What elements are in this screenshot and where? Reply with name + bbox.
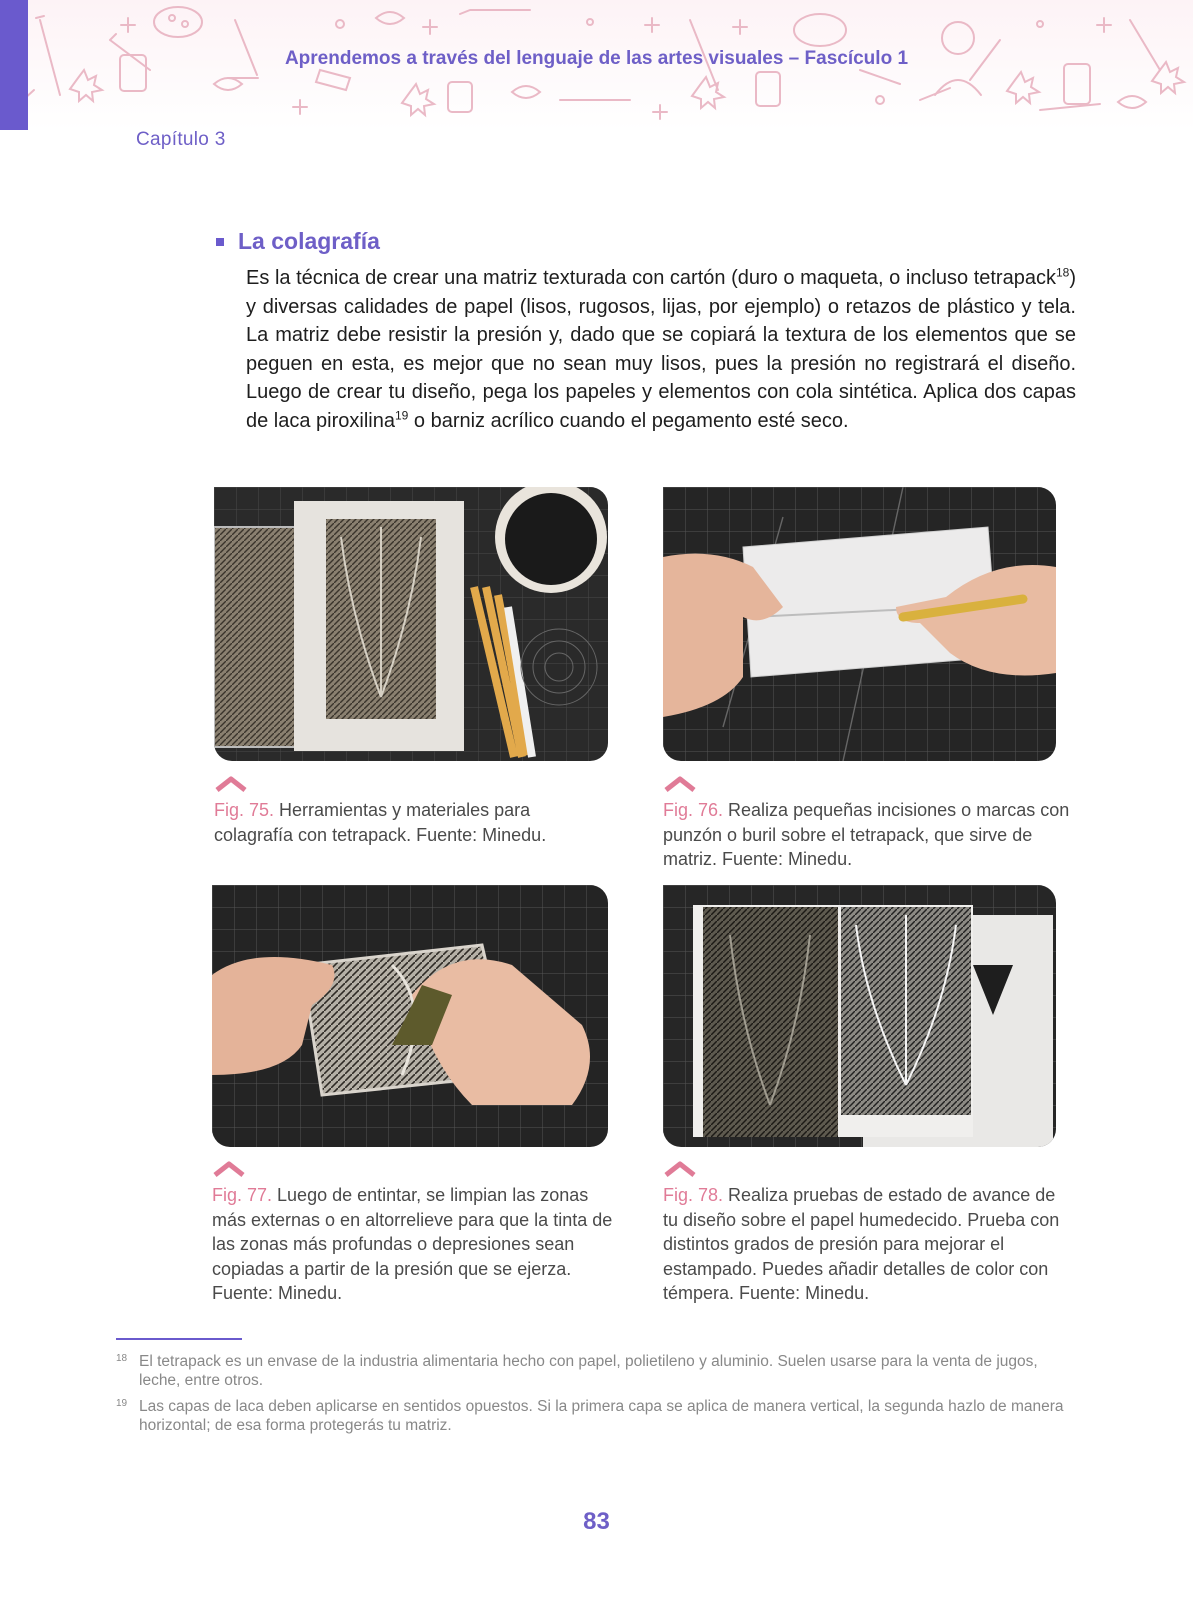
footnote-divider [116,1338,242,1340]
figure-75-caption [214,798,609,847]
footnote-ref-19[interactable]: 19 [394,407,409,422]
figure-77-caption-text: Luego de entintar, se limpian las zonas más externas o en altorrelieve para que la tinta de las zonas más profundas o depresiones sean copiadas a partir de la presión que se ejerza. Fuente: Minedu. [212,1185,613,1303]
figure-75-label: Fig. 75. [214,800,275,820]
chapter-label: Capítulo 3 [136,129,226,150]
figure-78-photo [663,885,1056,1147]
figure-76-photo [663,487,1056,761]
figure-75-photo [214,487,608,761]
footnote-18-text: El tetrapack es un envase de la industria alimentaria hecho con papel, polietileno y aluminio. Suelen usarse para la venta de jugos, leche, entre otros. [139,1353,1038,1389]
figure-76-label: Fig. 76. [663,800,724,820]
figure-77-photo [212,885,608,1147]
running-title: Aprendemos a través del lenguaje de las artes visuales – Fascículo 1 [284,48,909,69]
figure-78-label: Fig. 78. [663,1185,724,1205]
footnote-19 [116,1397,1078,1435]
chevron-up-icon [663,1160,697,1178]
footnote-18-number: 18 [116,1353,128,1364]
page-number: 83 [583,1508,610,1535]
footnote-19-number: 19 [116,1398,128,1409]
chevron-up-icon [212,1160,246,1178]
figure-77-label: Fig. 77. [212,1185,273,1205]
section-heading [216,228,380,255]
figure-75-caption-text: Herramientas y materiales para colagrafía con tetrapack. Fuente: Minedu. [214,800,547,845]
footnote-18 [116,1352,1078,1390]
section-body [246,264,1076,435]
figure-76-caption [663,798,1075,872]
chevron-up-icon [214,775,248,793]
section-title: La colagrafía [238,228,380,254]
footnote-ref-18[interactable]: 18 [1055,265,1070,280]
footnote-19-text: Las capas de laca deben aplicarse en sentidos opuestos. Si la primera capa se aplica de manera vertical, la segunda hazlo de manera horizontal; de esa forma protegerás tu matriz. [139,1398,1064,1434]
figure-78-caption-text: Realiza pruebas de estado de avance de tu diseño sobre el papel humedecido. Prueba con distintos grados de presión para mejorar el estampado. Puedes añadir detalles de color con témpera. Fuente: Minedu. [663,1185,1060,1303]
figure-78-caption [663,1183,1075,1306]
figure-77-caption [212,1183,626,1306]
figure-76-caption-text: Realiza pequeñas incisiones o marcas con punzón o buril sobre el tetrapack, que sirve de matriz. Fuente: Minedu. [663,800,1070,869]
chevron-up-icon [663,775,697,793]
body-text-part-1: Es la técnica de crear una matriz texturada con cartón (duro o maqueta, o incluso tetrapack [246,267,1056,289]
body-text-part-2: ) y diversas calidades de papel (lisos, rugosos, lijas, por ejemplo) o retazos de plástico y tela. La matriz debe resistir la presión y, dado que se copiará la textura de los elementos que se peguen en esta, es mejor que no sean muy lisos, pues la presión no registrará el diseño. Luego de crear tu diseño, pega los papeles y elementos con cola sintética. Aplica dos capas de laca piroxilina [246,267,1076,432]
body-text-part-3: o barniz acrílico cuando el pegamento esté seco. [408,409,849,432]
square-bullet-icon [216,238,224,246]
